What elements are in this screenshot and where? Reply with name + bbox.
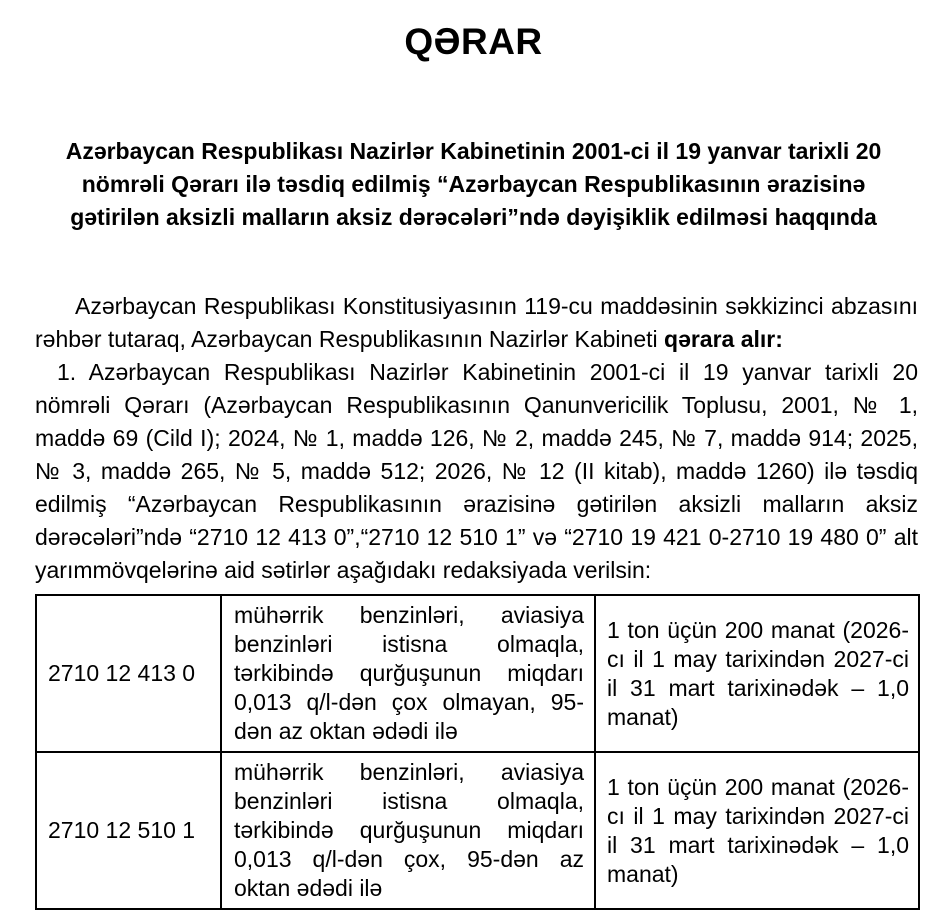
commodity-description-cell: mühərrik benzinləri, aviasiya benzinləri istisna olmaqla, tərkibində qurğuşunun miqdarı 0,013 q/l-dən çox, 95-dən az oktan ədədi ilə <box>221 752 595 909</box>
table-row <box>36 752 919 909</box>
commodity-code-cell: 2710 12 413 0 <box>36 595 221 752</box>
excise-rate-cell: 1 ton üçün 200 manat (2026-cı il 1 may tarixindən 2027-ci il 31 mart tarixinədək – 1,0 manat) <box>595 752 919 909</box>
excise-rate-cell: 1 ton üçün 200 manat (2026-cı il 1 may tarixindən 2027-ci il 31 mart tarixinədək – 1,0 manat) <box>595 595 919 752</box>
commodity-code-cell: 2710 12 510 1 <box>36 752 221 909</box>
decision-phrase: qərara alır: <box>664 326 783 352</box>
excise-rates-table <box>35 594 920 910</box>
preamble-paragraph <box>35 290 918 356</box>
document-title: QƏRAR <box>404 21 543 62</box>
item-1-paragraph: 1. Azərbaycan Respublikası Nazirlər Kabinetinin 2001-ci il 19 yanvar tarixli 20 nömrəli Qərarı (Azərbaycan Respublikasının Qanunvericilik Toplusu, 2001, № 1, maddə 69 (Cild I); 2024, № 1, maddə 126, № 2, maddə 245, № 7, maddə 914; 2025, № 3, maddə 265, № 5, maddə 512; 2026, № 12 (II kitab), maddə 1260) ilə təsdiq edilmiş “Azərbaycan Respublikasının ərazisinə gətirilən aksizli malların aksiz dərəcələri”ndə “2710 12 413 0”,“2710 12 510 1” və “2710 19 421 0-2710 19 480 0” alt yarımmövqelərinə aid sətirlər aşağıdakı redaksiyada verilsin: <box>35 359 918 583</box>
preamble-text: Azərbaycan Respublikası Konstitusiyasının 119-cu maddəsinin səkkizinci abzasını rəhbər tutaraq, Azərbaycan Respublikasının Nazirlər Kabineti <box>35 293 918 352</box>
document-body <box>35 290 918 910</box>
document-subtitle: Azərbaycan Respublikası Nazirlər Kabinetinin 2001-ci il 19 yanvar tarixli 20 nömrəli Qərarı ilə təsdiq edilmiş “Azərbaycan Respublikasının ərazisinə gətirilən aksizli malların aksiz dərəcələri”ndə dəyişiklik edilməsi haqqında <box>65 138 882 230</box>
commodity-description-cell: mühərrik benzinləri, aviasiya benzinləri istisna olmaqla, tərkibində qurğuşunun miqdarı 0,013 q/l-dən çox olmayan, 95-dən az oktan ədədi ilə <box>221 595 595 752</box>
table-row <box>36 595 919 752</box>
